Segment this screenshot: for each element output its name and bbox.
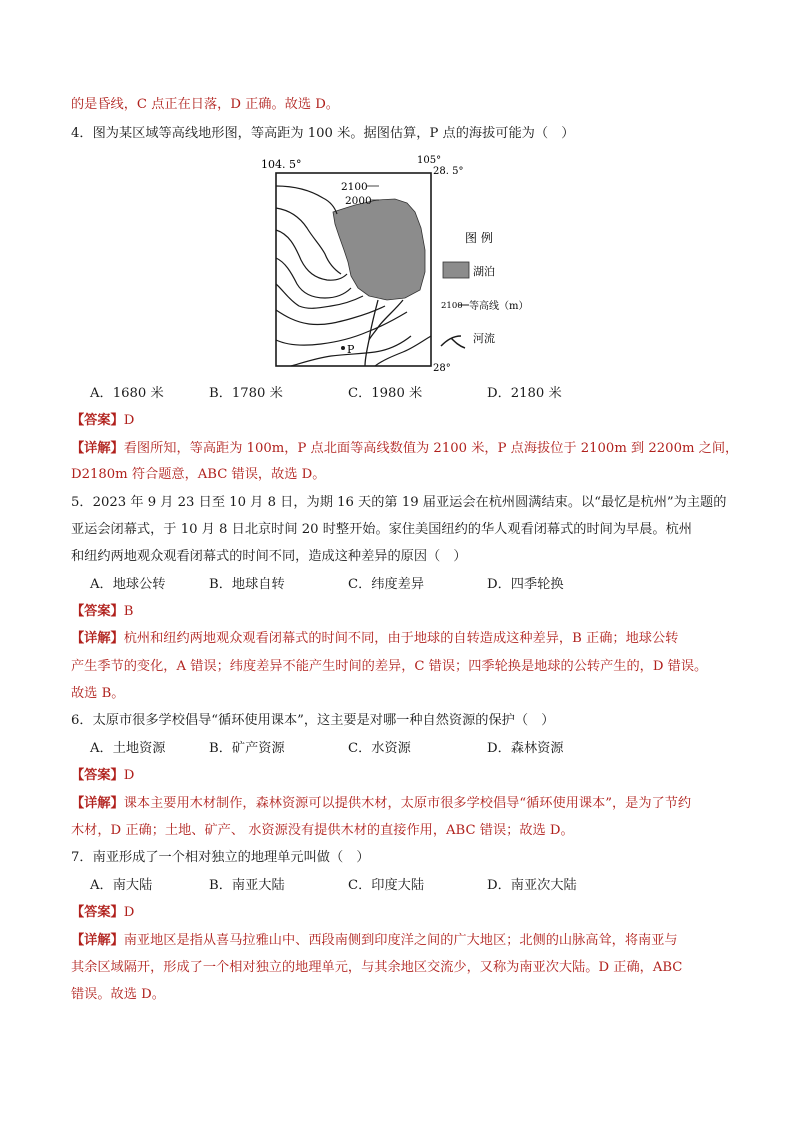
q5-detail-line-2: 产生季节的变化，A 错误；纬度差异不能产生时间的差异，C 错误；四季轮换是地球的公转产生的，D 错误。 [71, 659, 708, 674]
legend-contour-value: 2100 [441, 301, 463, 311]
answer-value: D [123, 413, 135, 428]
q6-detail-line-1 [71, 795, 691, 813]
contour-2000-label: 2000 [345, 195, 372, 207]
q6-answer [71, 767, 134, 785]
legend-river-label: 河流 [473, 332, 495, 345]
previous-answer-tail: 的是昏线，C 点正在日落，D 正确。故选 D。 [71, 97, 339, 112]
legend-river-symbol [441, 336, 465, 348]
q5-option-c[interactable]: C．纬度差异 [348, 577, 425, 592]
question-4-stem: 4．图为某区域等高线地形图，等高距为 100 米。据图估算，P 点的海拔可能为（ ） [71, 126, 575, 141]
q6-detail-line-2: 木材，D 正确；土地、矿产、 水资源没有提供木材的直接作用，ABC 错误；故选 D。 [71, 823, 574, 838]
q4-detail-line-1 [71, 440, 738, 458]
detail-tag: 【详解】 [71, 631, 124, 646]
q6-option-a[interactable]: A．土地资源 [90, 741, 166, 756]
answer-tag: 【答案】 [71, 768, 124, 783]
detail-tag: 【详解】 [71, 933, 124, 948]
detail-text: 杭州和纽约两地观众观看闭幕式的时间不同，由于地球的自转造成这种差异，B 正确；地球公转 [123, 631, 679, 646]
q5-option-a[interactable]: A．地球公转 [90, 577, 166, 592]
q5-option-d[interactable]: D．四季轮换 [487, 577, 564, 592]
legend-contour-label: 等高线（m） [469, 301, 529, 312]
q7-option-b[interactable]: B．南亚大陆 [209, 878, 285, 893]
q5-answer [71, 603, 133, 621]
answer-tag: 【答案】 [71, 905, 124, 920]
q5-detail-line-1 [71, 630, 678, 648]
q7-option-c[interactable]: C．印度大陆 [348, 878, 425, 893]
legend-title: 图 例 [465, 231, 493, 245]
lat-bottom-label: 28° [433, 363, 451, 374]
q7-detail-line-3: 错误。故选 D。 [71, 987, 165, 1002]
q7-detail-line-1 [71, 932, 678, 950]
q4-option-a[interactable]: A．1680 米 [90, 386, 164, 401]
detail-text: 南亚地区是指从喜马拉雅山中、西段南侧到印度洋之间的广大地区；北侧的山脉高耸，将南亚与 [123, 933, 678, 948]
lon-left-label: 104. 5° [261, 158, 302, 171]
contour-2100-label: 2100 [341, 181, 368, 193]
lat-top-label: 28. 5° [433, 166, 464, 177]
answer-value: D [123, 768, 135, 783]
q4-option-b[interactable]: B．1780 米 [209, 386, 283, 401]
question-5-stem-line-3: 和纽约两地观众观看闭幕式的时间不同，造成这种差异的原因（ ） [71, 549, 467, 564]
q6-option-d[interactable]: D．森林资源 [487, 741, 564, 756]
q7-option-a[interactable]: A．南大陆 [90, 878, 153, 893]
detail-text: 看图所知，等高距为 100m，P 点北面等高线数值为 2100 米，P 点海拔位于 2100m 到 2200m 之间， [123, 441, 739, 456]
q4-option-c[interactable]: C．1980 米 [348, 386, 423, 401]
contour-map-figure [255, 150, 585, 380]
point-p-label: P [347, 343, 355, 356]
legend-lake-label: 湖泊 [473, 265, 495, 278]
q4-detail-line-2: D2180m 符合题意，ABC 错误，故选 D。 [71, 467, 326, 482]
detail-tag: 【详解】 [71, 796, 124, 811]
q5-detail-line-3: 故选 B。 [71, 686, 125, 701]
q4-option-d[interactable]: D．2180 米 [487, 386, 562, 401]
question-7-stem: 7．南亚形成了一个相对独立的地理单元叫做（ ） [71, 850, 370, 865]
q5-option-b[interactable]: B．地球自转 [209, 577, 285, 592]
answer-tag: 【答案】 [71, 413, 124, 428]
q7-answer [71, 904, 134, 922]
detail-text: 课本主要用木材制作，森林资源可以提供木材，太原市很多学校倡导“循环使用课本”，是为了节约 [123, 796, 692, 811]
answer-tag: 【答案】 [71, 604, 124, 619]
answer-value: B [123, 604, 134, 619]
point-p-marker [341, 346, 345, 350]
detail-tag: 【详解】 [71, 441, 124, 456]
q7-detail-line-2: 其余区域隔开，形成了一个相对独立的地理单元，与其余地区交流少，又称为南亚次大陆。D 正确，ABC [71, 960, 683, 975]
q6-option-c[interactable]: C．水资源 [348, 741, 411, 756]
question-6-stem: 6．太原市很多学校倡导“循环使用课本”，这主要是对哪一种自然资源的保护（ ） [71, 713, 555, 728]
question-5-stem-line-1: 5．2023 年 9 月 23 日至 10 月 8 日，为期 16 天的第 19 届亚运会在杭州圆满结束。以“最忆是杭州”为主题的 [71, 495, 727, 510]
q7-option-d[interactable]: D．南亚次大陆 [487, 878, 577, 893]
legend-lake-swatch [443, 262, 469, 278]
lon-right-label: 105° [417, 155, 442, 166]
question-5-stem-line-2: 亚运会闭幕式，于 10 月 8 日北京时间 20 时整开始。家住美国纽约的华人观看闭幕式的时间为早晨。杭州 [71, 522, 692, 537]
answer-value: D [123, 905, 135, 920]
q6-option-b[interactable]: B．矿产资源 [209, 741, 285, 756]
q4-answer [71, 412, 134, 430]
